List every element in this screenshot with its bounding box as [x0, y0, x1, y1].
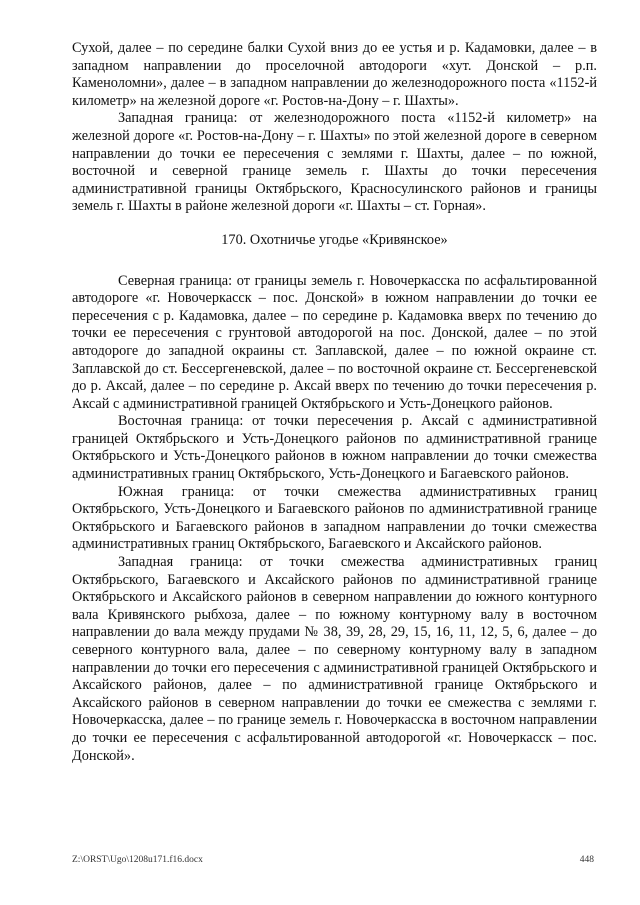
paragraph-south-border: Южная граница: от точки смежества административных границ Октябрьского, Усть-Донецкого и Багаевского районов по административной границе Октябрьского и Багаевского районов в западном направлении до точки смежества административных границ Октябрьского, Багаевского и Аксайского районов.: [72, 483, 597, 553]
document-body: [72, 40, 597, 765]
page-number: 448: [579, 855, 594, 865]
paragraph-east-border: Восточная граница: от точки пересечения р. Аксай с административной границей Октябрьского и Усть-Донецкого районов по административной границе Октябрьского и Усть-Донецкого районов в южном направлении до точки смежества административных границ Октябрьского, Усть-Донецкого и Багаевского районов.: [72, 413, 597, 483]
footer-file-path: Z:\ORST\Ugo\1208u171.f16.docx: [72, 855, 203, 865]
paragraph-north-border: Северная граница: от границы земель г. Новочеркасска по асфальтированной автодороге «г. Новочеркасск – пос. Донской» в южном направлении до точки ее пересечения с р. Кадамовка, далее – по середине р. Кадамовка вверх по течению до точки ее пересечения с грунтовой автодорогой на пос. Донской, далее – по этой автодороге до западной окраины ст. Заплавской, далее – по южной окраине ст. Заплавской до ст. Бессергеневской, далее – по восточной окраине ст. Бессергеневской до р. Аксай, далее – по середине р. Аксай вверх по течению до точки пересечения р. Аксай с административной границей Октябрьского и Усть-Донецкого районов.: [72, 272, 597, 412]
paragraph-west-border-prev-section: Западная граница: от железнодорожного поста «1152-й километр» на железной дороге «г. Ростов-на-Дону – г. Шахты» по этой железной дороге в северном направлении до точки ее пересечения с землями г. Шахты, далее – по южной, восточной и северной границе земель г. Шахты до точки пересечения административной границы Октябрьского, Красносулинского районов и границы земель г. Шахты в районе железной дороги «г. Шахты – ст. Горная».: [72, 110, 597, 215]
section-heading: 170. Охотничье угодье «Кривянское»: [221, 231, 448, 248]
paragraph-east-border-continued: Сухой, далее – по середине балки Сухой вниз до ее устья и р. Кадамовки, далее – в западном направлении до проселочной автодороги «хут. Донской – р.п. Каменоломни», далее – в западном направлении до железнодорожного поста «1152-й километр» на железной дороге «г. Ростов-на-Дону – г. Шахты».: [72, 40, 597, 109]
paragraph-west-border: Западная граница: от точки смежества административных границ Октябрьского, Багаевского и Аксайского районов по административной границе Октябрьского и Аксайского районов в северном направлении до южного контурного вала Кривянского рыбхоза, далее – по южному контурному валу в восточном направлении до вала между прудами № 38, 39, 28, 29, 15, 16, 11, 12, 5, 6, далее – до северного контурного вала, далее – по северному контурному валу в западном направлении до точки его пересечения с административной границей Октябрьского и Аксайского районов, далее – по административной границе Октябрьского и Аксайского районов в северном направлении до точки ее смежества с землями г. Новочеркасска, далее – по границе земель г. Новочеркасска в восточном направлении до точки ее пересечения с асфальтированной автодорогой «г. Новочеркасск – пос. Донской».: [72, 554, 597, 764]
